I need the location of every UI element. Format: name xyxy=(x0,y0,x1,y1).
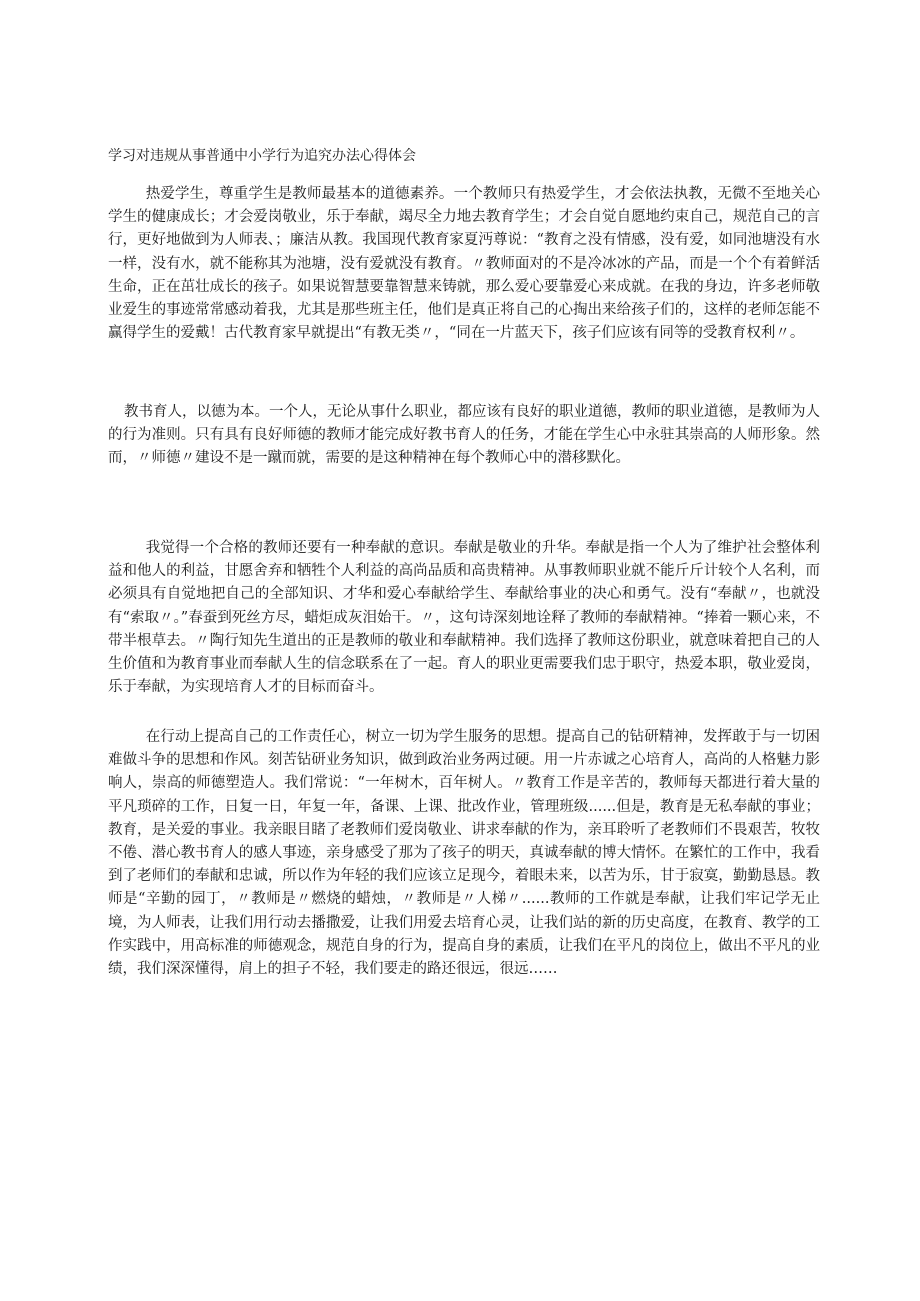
paragraph-teacher-ethics: 教书育人，以德为本。一个人，无论从事什么职业，都应该有良好的职业道德，教师的职业道德，是教师为人的行为准则。只有具有良好师德的教师才能完成好教书育人的任务，才能在学生心中永驻其崇高的人师形象。然而，〃师德〃建设不是一蹴而就，需要的是这种精神在每个教师心中的潜移默化。 xyxy=(108,404,820,467)
paragraph-dedication: 我觉得一个合格的教师还要有一种奉献的意识。奉献是敬业的升华。奉献是指一个人为了维护社会整体利益和他人的利益，甘愿舍弃和牺牲个人利益的高尚品质和高贵精神。从事教师职业就不能斤斤计较个人名利，而必须具有自觉地把自己的全部知识、才华和爱心奉献给学生、奉献给事业的决心和勇气。没有“奉献〃，也就没有“索取〃。”春蚕到死丝方尽，蜡炬成灰泪始干。〃，这句诗深刻地诠释了教师的奉献精神。“捧着一颗心来，不带半根草去。〃陶行知先生道出的正是教师的敬业和奉献精神。我们选择了教师这份职业，就意味着把自己的人生价值和为教育事业而奉献人生的信念联系在了一起。育人的职业更需要我们忠于职守，热爱本职，敬业爱岗，乐于奉献，为实现培育人才的目标而奋斗。 xyxy=(108,540,820,696)
document-title: 学习对违规从事普通中小学行为追究办法心得体会 xyxy=(108,148,416,164)
paragraph-love-students: 热爱学生，尊重学生是教师最基本的道德素养。一个教师只有热爱学生，才会依法执教，无微不至地关心学生的健康成长；才会爱岗敬业，乐于奉献，竭尽全力地去教育学生；才会自觉自愿地约束自己，规范自己的言行，更好地做到为人师表、；廉洁从教。我国现代教育家夏沔尊说：“教育之没有情感，没有爱，如同池塘没有水一样，没有水，就不能称其为池塘，没有爱就没有教育。〃教师面对的不是冷冰冰的产品，而是一个个有着鲜活生命，正在茁壮成长的孩子。如果说智慧要靠智慧来铸就，那么爱心要靠爱心来成就。在我的身边，许多老师敬业爱生的事迹常常感动着我，尤其是那些班主任，他们是真正将自己的心掏出来给孩子们的，这样的老师怎能不赢得学生的爱戴！古代教育家早就提出“有教无类〃，“同在一片蓝天下，孩子们应该有同等的受教育权利〃。 xyxy=(108,186,820,342)
paragraph-responsibility: 在行动上提高自己的工作责任心，树立一切为学生服务的思想。提高自己的钻研精神，发挥敢于与一切困难做斗争的思想和作风。刻苦钻研业务知识，做到政治业务两过硬。用一片赤诚之心培育人，高尚的人格魅力影响人，崇高的师德塑造人。我们常说：“一年树木，百年树人。〃教育工作是辛苦的，教师每天都进行着大量的平凡琐碎的工作，日复一日，年复一年，备课、上课、批改作业，管理班级......但是，教育是无私奉献的事业；教育，是关爱的事业。我亲眼目睹了老教师们爱岗敬业、讲求奉献的作为，亲耳聆听了老教师们不畏艰苦，牧牧不倦、潜心教书育人的感人事迹，亲身感受了那为了孩子的明天，真诚奉献的博大情怀。在繁忙的工作中，我看到了老师们的奉献和忠诚，所以作为年轻的我们应该立足现今，着眼未来，以苦为乐，甘于寂寞，勤勤恳恳。教师是“辛勤的园丁，〃教师是〃燃烧的蜡烛，〃教师是〃人梯〃......教师的工作就是奉献，让我们牢记学无止境，为人师表，让我们用行动去播撒爱，让我们用爱去培育心灵，让我们站的新的历史高度，在教育、教学的工作实践中，用高标准的师德观念，规范自身的行为，提高自身的素质，让我们在平凡的岗位上，做出不平凡的业绩，我们深深懂得，肩上的担子不轻，我们要走的路还很远，很远…… xyxy=(108,729,820,978)
